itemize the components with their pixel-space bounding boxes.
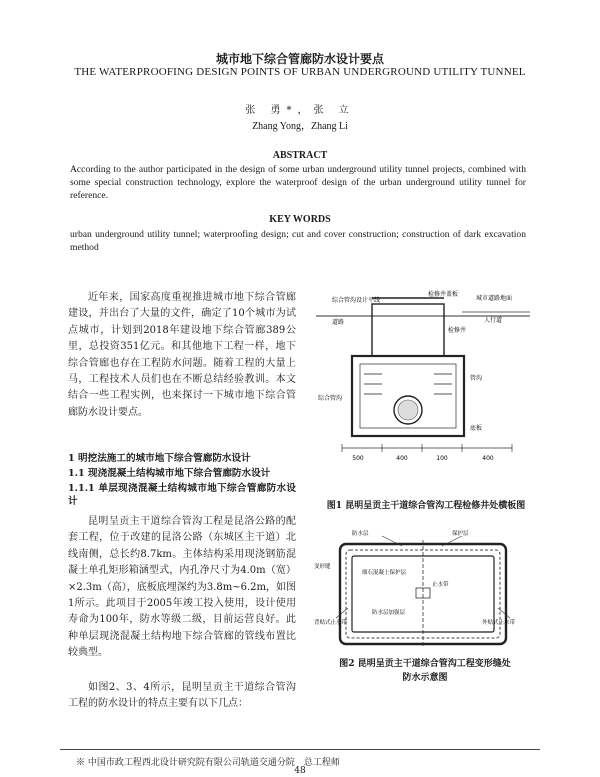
footnote: ※ 中国市政工程西北设计研究院有限公司轨道交通分院 总工程师 (76, 758, 340, 768)
figure-2-drawing (312, 528, 534, 656)
keywords-heading: KEY WORDS (269, 214, 331, 225)
fig1-label-3: 人行道 (484, 317, 503, 324)
abstract-heading: ABSTRACT (272, 150, 328, 161)
figure-2 (312, 528, 534, 656)
fig1-label-7: 底板 (470, 425, 483, 432)
fig1-label-8: 综合管沟 (318, 395, 343, 402)
page-number: 48 (294, 766, 306, 776)
body-paragraph-2: 如图2、3、4所示，昆明呈贡主干道综合管沟工程的防水设计的特点主要有以下几点： (68, 682, 296, 710)
fig2-label-3: 止水带 (432, 582, 449, 588)
fig2-label-4: 细石混凝土保护层 (362, 570, 407, 576)
paper-title-en: THE WATERPROOFING DESIGN POINTS OF URBAN UNDERGROUND UTILITY TUNNEL (74, 66, 526, 78)
paper-title-cn: 城市地下综合管廊防水设计要点 (215, 52, 384, 66)
fig2-label-1: 保护层 (452, 531, 469, 537)
section-1-1-heading: 1.1 现浇混凝土结构城市地下综合管廊防水设计 (68, 468, 271, 479)
figure-1-caption: 图1 昆明呈贡主干道综合管沟工程检修井处横板图 (326, 501, 526, 511)
fig1-label-1: 检修井盖板 (428, 291, 459, 298)
fig1-label-0: 综合管沟设计平线 (332, 297, 381, 304)
fig1-dim-1: 400 (396, 455, 408, 462)
fig1-label-4: 道路 (332, 319, 345, 326)
fig1-label-2: 城市道路地面 (476, 295, 513, 302)
section-1-heading: 1 明挖法施工的城市地下综合管廊防水设计 (68, 453, 251, 464)
figure-1 (312, 290, 534, 470)
footnote-divider (60, 749, 540, 750)
intro-paragraph: 近年来，国家高度重视推进城市地下综合管廊建设，并出台了大量的文件，确定了10个城市为试点城市，计划到2018年建设地下综合管廊389公里，总投资351亿元。和其他地下工程一样，地下综合管廊也存在工程防水问题。随着工程的大量上马，工程技术人员们也在不断总结经验教训。本文结合一些工程实例，也来探讨一下城市地下综合管廊防水设计要点。 (68, 292, 296, 418)
fig1-label-6: 管沟 (470, 375, 483, 382)
body-paragraph-1: 昆明呈贡主干道综合管沟工程是昆洛公路的配套工程，位于改建的昆洛公路（东城区主干道）北线南侧，总长约8.7km。主体结构采用现浇钢筋混凝土单孔矩形箱涵型式，内孔净尺寸为4.0m（宽）×2.3m（高），底板底埋深约为3.8m~6.2m，如图1所示。此项目于2005年竣工投入使用，设计使用寿命为100年，防水等级二级，目前运营良好。此种单层现浇混凝土结构地下综合管廊的管线布置比较典型。 (68, 516, 296, 659)
section-1-1-1-heading: 1.1.1 单层现浇混凝土结构城市地下综合管廊防水设计 (68, 483, 296, 507)
keywords-text: urban underground utility tunnel; waterproofing design; cut and cover construction; construction of dark excavation method (70, 229, 526, 253)
fig1-dim-0: 500 (352, 455, 364, 462)
fig1-dim-3: 400 (482, 455, 494, 462)
authors-en: Zhang Yong，Zhang Li (252, 121, 348, 132)
fig1-label-5: 检修井 (448, 327, 467, 334)
fig2-label-6: 外贴式止水带 (482, 620, 516, 626)
fig2-label-0: 防水层 (352, 531, 369, 537)
fig2-label-7: 防水层加强层 (372, 610, 406, 616)
fig2-label-2: 变形缝 (314, 564, 331, 570)
fig1-dim-2: 100 (436, 455, 448, 462)
fig2-label-5: 背贴式止水带 (314, 620, 348, 626)
authors-cn: 张 勇*，张 立 (245, 105, 355, 116)
figure-1-drawing (312, 290, 534, 470)
figure-2-caption-line-1: 图2 昆明呈贡主干道综合管沟工程变形缝处 (339, 659, 511, 669)
abstract-text: According to the author participated in the design of some urban underground utility tunnel projects, combined with some special construction technology, explore the waterproof design of the urban underground utility tunnel for reference. (70, 164, 526, 201)
figure-2-caption-line-2: 防水示意图 (402, 673, 448, 683)
